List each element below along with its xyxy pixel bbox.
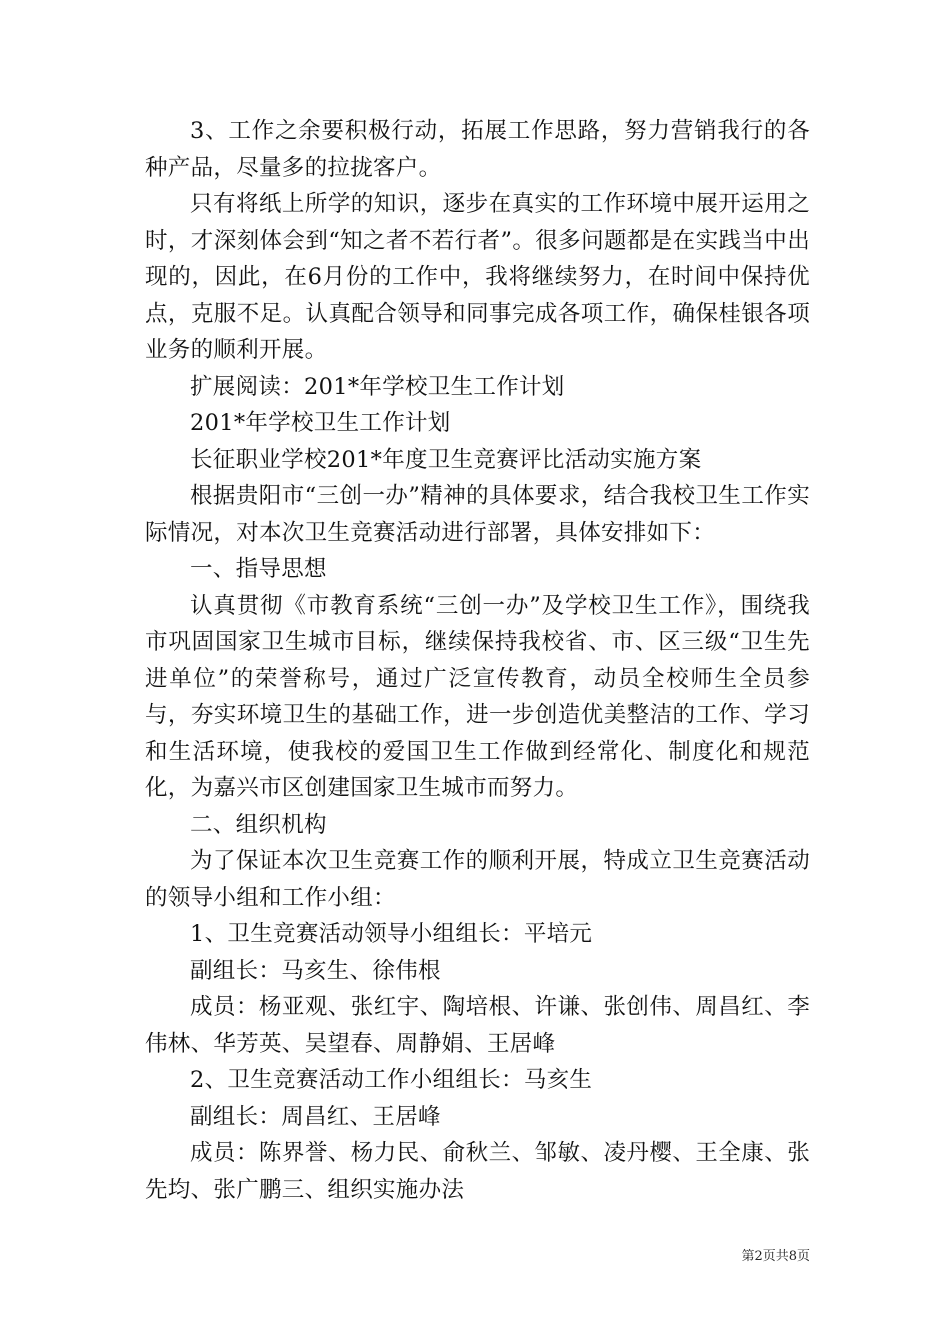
paragraph: 为了保证本次卫生竞赛工作的顺利开展，特成立卫生竞赛活动的领导小组和工作小组： xyxy=(145,848,810,911)
page-number: 第2页共8页 xyxy=(741,1249,810,1264)
document-body xyxy=(145,113,810,1208)
paragraph: 2、卫生竞赛活动工作小组组长：马亥生 xyxy=(190,1067,593,1093)
paragraph: 副组长：周昌红、王居峰 xyxy=(190,1103,441,1130)
section-heading: 一、指导思想 xyxy=(190,556,327,582)
paragraph: 根据贵阳市“三创一办”精神的具体要求，结合我校卫生工作实际情况，对本次卫生竞赛活动进行部署，具体安排如下： xyxy=(145,483,810,546)
paragraph: 1、卫生竞赛活动领导小组组长：平培元 xyxy=(190,921,593,947)
paragraph: 3、工作之余要积极行动，拓展工作思路，努力营销我行的各种产品，尽量多的拉拢客户。 xyxy=(145,118,810,181)
paragraph: 扩展阅读：201*年学校卫生工作计划 xyxy=(190,373,565,400)
paragraph: 201*年学校卫生工作计划 xyxy=(190,410,451,436)
paragraph: 副组长：马亥生、徐伟根 xyxy=(190,957,441,984)
paragraph: 只有将纸上所学的知识，逐步在真实的工作环境中展开运用之时，才深刻体会到“知之者不若行者”。很多问题都是在实践当中出现的，因此，在6月份的工作中，我将继续努力，在时间中保持优点，克服不足。认真配合领导和同事完成各项工作，确保桂银各项业务的顺利开展。 xyxy=(145,191,810,363)
paragraph: 长征职业学校201*年度卫生竞赛评比活动实施方案 xyxy=(190,446,702,473)
paragraph: 认真贯彻《市教育系统“三创一办”及学校卫生工作》，围绕我市巩固国家卫生城市目标，继续保持我校省、市、区三级“卫生先进单位”的荣誉称号，通过广泛宣传教育，动员全校师生全员参与，夯实环境卫生的基础工作，进一步创造优美整洁的工作、学习和生活环境，使我校的爱国卫生工作做到经常化、制度化和规范化，为嘉兴市区创建国家卫生城市而努力。 xyxy=(145,592,810,801)
section-heading: 二、组织机构 xyxy=(190,811,327,838)
paragraph: 成员：杨亚观、张红宇、陶培根、许谦、张创伟、周昌红、李伟林、华芳英、吴望春、周静娟、王居峰 xyxy=(145,994,810,1057)
paragraph: 成员：陈界誉、杨力民、俞秋兰、邹敏、凌丹樱、王全康、张先均、张广鹏三、组织实施办法 xyxy=(145,1140,810,1203)
